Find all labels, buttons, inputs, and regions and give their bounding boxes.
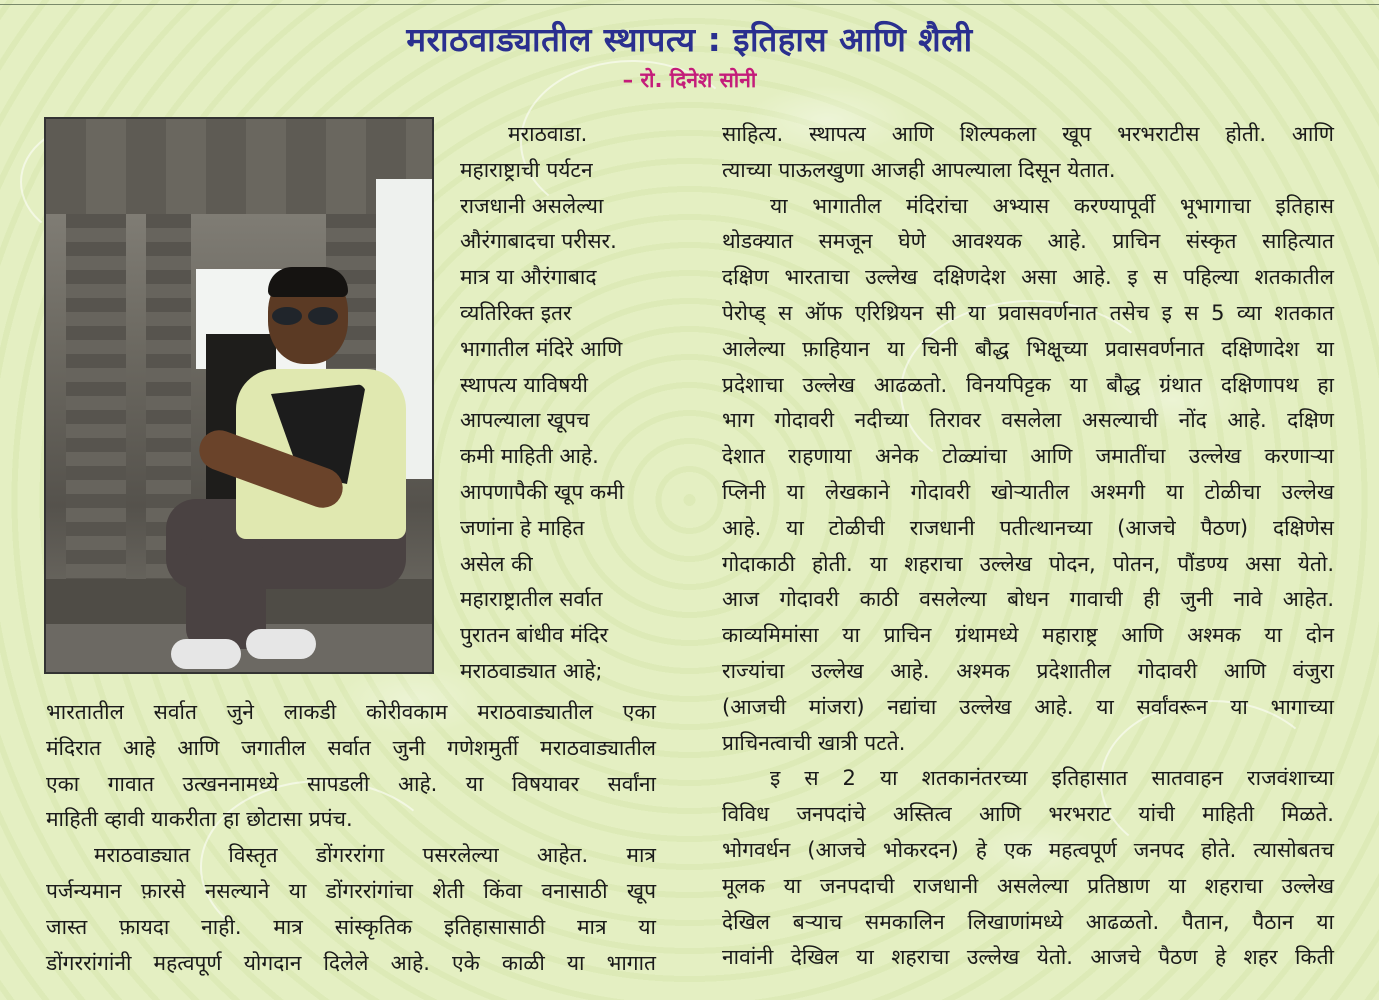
text-line: प्राचिनत्वाची खात्री पटते.: [722, 730, 906, 755]
text-line: जास्त फ़ायदा नाही. मात्र सांस्कृतिक इतिहासासाठी मात्र या: [46, 914, 656, 939]
text-line: इ स 2 या शतकानंतरच्या इतिहासात सातवाहन राजवंशाच्या: [770, 766, 1334, 791]
text-line: महाराष्ट्रातील सर्वात: [460, 587, 603, 612]
text-line: स्थापत्य याविषयी: [460, 372, 588, 397]
text-line: एका गावात उत्खननामध्ये सापडली आहे. या विषयावर सर्वांना: [46, 771, 656, 796]
text-line: व्यतिरिक्त इतर: [460, 300, 572, 325]
text-line: पेरोप्ड् स ऑफ एरिथ्रियन सी या प्रवासवर्णनात तसेच इ स 5 व्या शतकात: [722, 300, 1334, 325]
text-line: दक्षिण भारताचा उल्लेख दक्षिणदेश असा आहे. इ स पहिल्या शतकातील: [722, 265, 1334, 290]
article-title: मराठवाड्यातील स्थापत्य : इतिहास आणि शैली: [406, 20, 973, 59]
text-line: या भागातील मंदिरांचा अभ्यास करण्यापूर्वी भूभागाचा इतिहास: [770, 193, 1334, 218]
text-line: भोगवर्धन (आजचे भोकरदन) हे एक महत्वपूर्ण जनपद होते. त्यासोबतच: [722, 837, 1334, 862]
text-line: देखिल बऱ्याच समकालिन लिखाणांमध्ये आढळतो. पैतान, पैठान या: [722, 909, 1334, 934]
text-line: मूलक या जनपदाची राजधानी असलेल्या प्रतिष्ठाण या शहराचा उल्लेख: [722, 873, 1334, 898]
text-line: माहिती व्हावी याकरीता हा छोटासा प्रपंच.: [46, 807, 353, 832]
text-line: त्याच्या पाऊलखुणा आजही आपल्याला दिसून येतात.: [722, 157, 1116, 182]
text-line: थोडक्यात समजून घेणे आवश्यक आहे. प्राचिन संस्कृत साहित्यात: [722, 229, 1334, 254]
text-line: राजधानी असलेल्या: [460, 193, 604, 218]
right-column-text: [722, 117, 1334, 976]
text-line: राज्यांचा उल्लेख आहे. अश्मक प्रदेशातील गोदावरी आणि वंजुरा: [722, 658, 1334, 683]
sunglasses-icon: [272, 307, 344, 325]
text-line: डोंगररांगांनी महत्वपूर्ण योगदान दिलेले आहे. एके काळी या भागात: [46, 950, 656, 975]
text-line: काव्यमिमांसा या प्राचिन ग्रंथामध्ये महाराष्ट्र आणि अश्मक या दोन: [722, 623, 1334, 648]
text-line: मात्र या औरंगाबाद: [460, 265, 597, 290]
left-column-text: [46, 695, 656, 981]
narrow-column-text: [460, 117, 660, 690]
text-line: नावांनी देखिल या शहराचा उल्लेख येतो. आजचे पैठण हे शहर किती: [722, 945, 1334, 970]
text-line: गोदाकाठी होती. या शहराचा उल्लेख पोदन, पोतन, पौंडण्य असा येतो.: [722, 551, 1334, 576]
text-line: आपल्याला खूपच: [460, 408, 590, 433]
author-photo: [44, 117, 434, 674]
text-line: प्लिनी या लेखकाने गोदावरी खोऱ्यातील अश्मगी या टोळीचा उल्लेख: [722, 479, 1334, 504]
text-line: पुरातन बांधीव मंदिर: [460, 623, 609, 648]
text-line: मंदिरात आहे आणि जगातील सर्वात जुनी गणेशमुर्ती मराठवाड्यातील: [46, 735, 656, 760]
text-line: मराठवाड्यात आहे;: [460, 658, 603, 683]
text-line: आपणापैकी खूप कमी: [460, 479, 625, 504]
text-line: भागातील मंदिरे आणि: [460, 336, 623, 361]
text-line: साहित्य. स्थापत्य आणि शिल्पकला खूप भरभराटीस होती. आणि: [722, 122, 1334, 146]
text-line: आहे. या टोळीची राजधानी पतीत्थानच्या (आजचे पैठण) दक्षिणेस: [722, 515, 1334, 540]
text-line: आज गोदावरी काठी वसलेल्या बोधन गावाची ही जुनी नावे आहेत.: [722, 587, 1334, 612]
text-line: भाग गोदावरी नदीच्या तिरावर वसलेला असल्याची नोंद आहे. दक्षिण: [722, 408, 1334, 433]
text-line: भारतातील सर्वात जुने लाकडी कोरीवकाम मराठवाड्यातील एका: [46, 700, 656, 724]
text-line: आलेल्या फ़ाहियान या चिनी बौद्ध भिक्षूच्या प्रवासवर्णनात दक्षिणादेश या: [722, 336, 1334, 361]
text-line: प्रदेशाचा उल्लेख आढळतो. विनयपिट्टक या बौद्ध ग्रंथात दक्षिणापथ हा: [722, 372, 1334, 397]
top-rule: [0, 4, 1379, 5]
text-line: पर्जन्यमान फ़ारसे नसल्याने या डोंगररांगांचा शेती किंवा वनासाठी खूप: [46, 878, 656, 903]
text-line: जणांना हे माहित: [460, 515, 585, 540]
text-line: औरंगाबादचा परीसर.: [460, 229, 617, 254]
text-line: विविध जनपदांचे अस्तित्व आणि भरभराट यांची माहिती मिळते.: [722, 802, 1334, 827]
article-author: – रो. दिनेश सोनी: [622, 68, 757, 92]
text-line: कमी माहिती आहे.: [460, 444, 599, 469]
text-line: मराठवाडा.: [508, 122, 588, 146]
text-line: महाराष्ट्राची पर्यटन: [460, 157, 593, 182]
text-line: (आजची मांजरा) नद्यांचा उल्लेख आहे. या सर्वांवरून या भागाच्या: [722, 694, 1334, 719]
text-line: देशात राहणाया अनेक टोळ्यांचा आणि जमातींचा उल्लेख करणाऱ्या: [722, 444, 1334, 469]
text-line: मराठवाड्यात विस्तृत डोंगररांगा पसरलेल्या आहेत. मात्र: [94, 843, 656, 868]
text-line: असेल की: [460, 551, 533, 576]
